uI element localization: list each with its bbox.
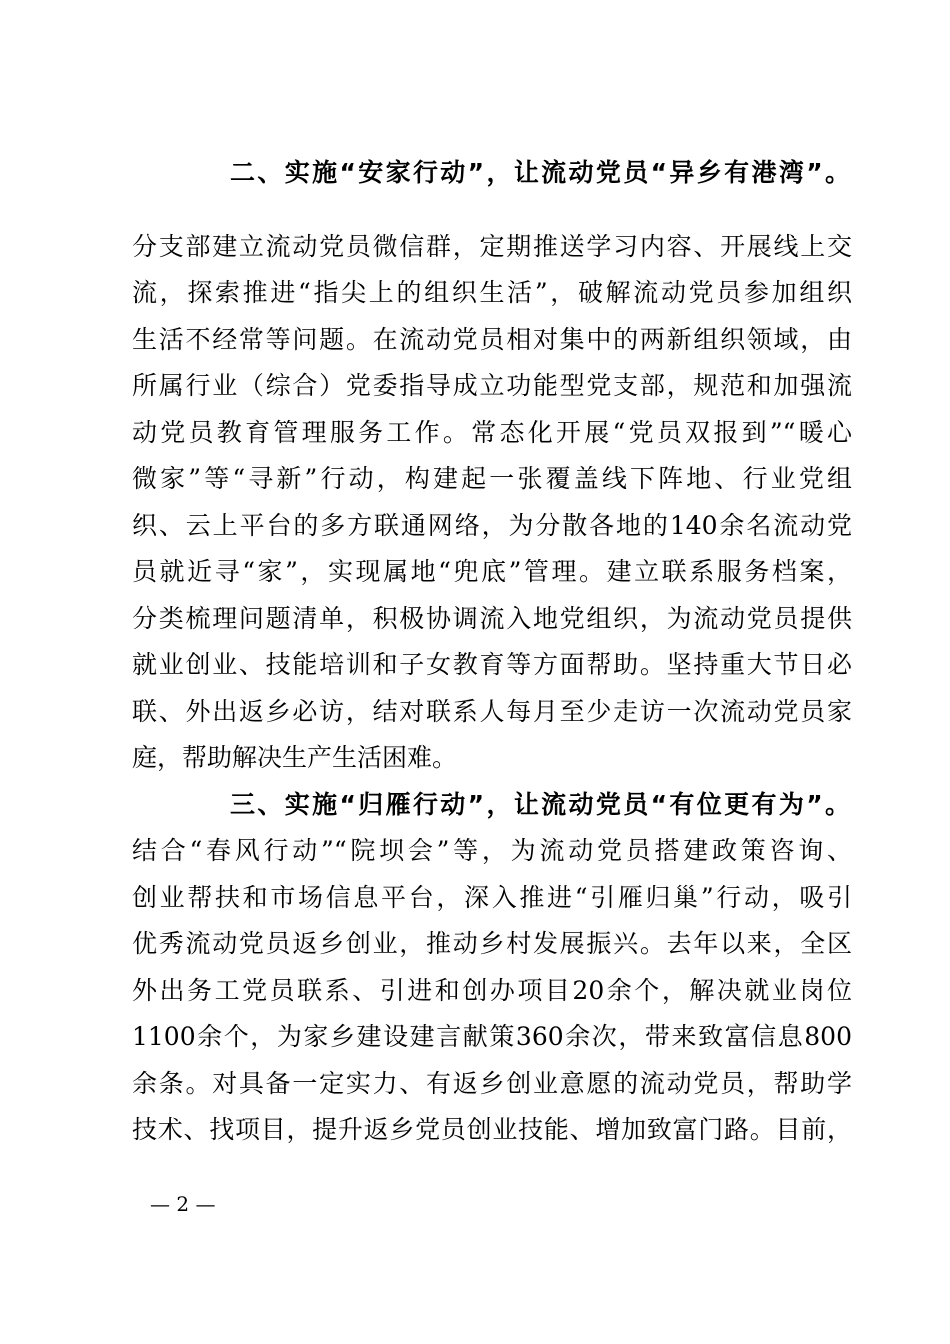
paragraph-line: 所属行业（综合）党委指导成立功能型党支部，规范和加强流 [132, 371, 852, 400]
paragraph-line: 织、云上平台的多方联通网络，为分散各地的140余名流动党 [132, 511, 852, 540]
paragraph-line: 流，探索推进“指尖上的组织生活”，破解流动党员参加组织 [132, 278, 852, 307]
paragraph-line: 优秀流动党员返乡创业，推动乡村发展振兴。去年以来，全区 [132, 929, 852, 958]
paragraph-line: 联、外出返乡必访，结对联系人每月至少走访一次流动党员家 [132, 697, 852, 726]
section-3-heading: 三、实施“归雁行动”，让流动党员“有位更有为”。 [230, 790, 850, 819]
paragraph-line: 余条。对具备一定实力、有返乡创业意愿的流动党员，帮助学 [132, 1069, 852, 1098]
paragraph-line: 就业创业、技能培训和子女教育等方面帮助。坚持重大节日必 [132, 650, 852, 679]
paragraph-line: 创业帮扶和市场信息平台，深入推进“引雁归巢”行动，吸引 [132, 883, 852, 912]
paragraph-line: 技术、找项目，提升返乡党员创业技能、增加致富门路。目前， [132, 1115, 852, 1144]
paragraph-line: 分支部建立流动党员微信群，定期推送学习内容、开展线上交 [132, 232, 852, 261]
paragraph-line: 微家”等“寻新”行动，构建起一张覆盖线下阵地、行业党组 [132, 464, 852, 493]
paragraph-line: 结合“春风行动”“院坝会”等，为流动党员搭建政策咨询、 [132, 836, 852, 865]
paragraph-line: 员就近寻“家”，实现属地“兜底”管理。建立联系服务档案， [132, 557, 852, 586]
page-number: — 2 — [150, 1192, 216, 1216]
paragraph-line: 1100余个，为家乡建设建言献策360余次，带来致富信息800 [132, 1022, 852, 1051]
paragraph-line: 生活不经常等问题。在流动党员相对集中的两新组织领域，由 [132, 325, 852, 354]
paragraph-line: 外出务工党员联系、引进和创办项目20余个，解决就业岗位 [132, 976, 852, 1005]
paragraph-line: 庭，帮助解决生产生活困难。 [132, 743, 458, 772]
paragraph-line: 分类梳理问题清单，积极协调流入地党组织，为流动党员提供 [132, 604, 852, 633]
section-2-heading: 二、实施“安家行动”，让流动党员“异乡有港湾”。 [230, 158, 850, 187]
paragraph-line: 动党员教育管理服务工作。常态化开展“党员双报到”“暖心 [132, 418, 852, 447]
